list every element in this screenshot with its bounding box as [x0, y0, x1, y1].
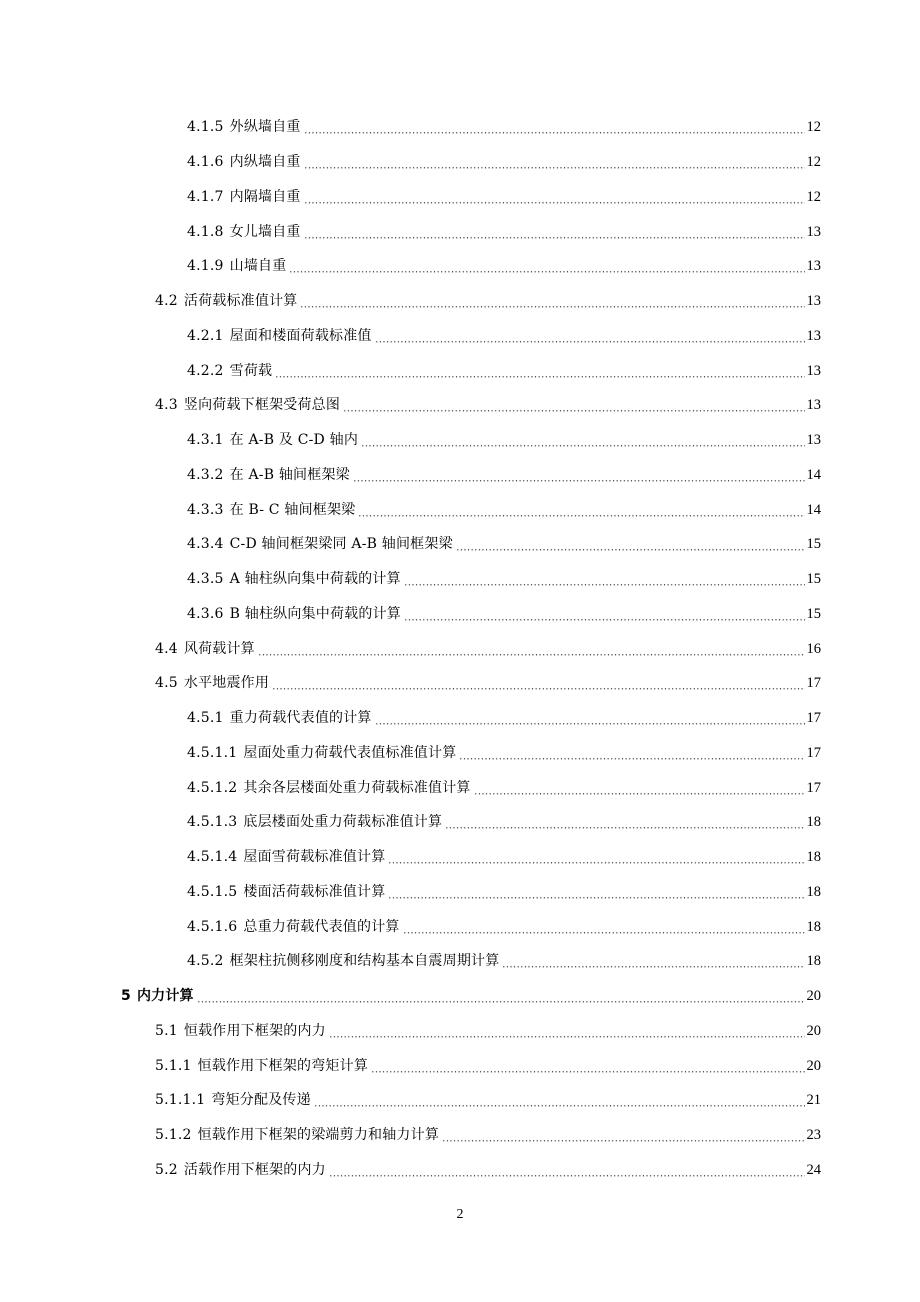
toc-entry[interactable]	[0, 353, 920, 388]
dot-leader	[304, 155, 805, 169]
toc-entry-number: 5.2	[155, 1161, 178, 1178]
toc-entry[interactable]	[0, 631, 920, 666]
toc-entry-text: 其余各层楼面处重力荷载标准值计算	[243, 779, 471, 796]
toc-entry-page: 18	[806, 883, 821, 900]
toc-entry-number: 4.5.1.2	[187, 779, 238, 796]
toc-entry-text: 在 A-B 轴间框架梁	[229, 466, 350, 483]
toc-entry-text: 活荷载标准值计算	[183, 293, 298, 310]
toc-entry-page: 18	[806, 849, 821, 866]
toc-entry-title	[187, 363, 274, 379]
dot-leader	[304, 190, 805, 204]
toc-entry-title	[187, 119, 303, 135]
toc-entry-number: 4.5.2	[187, 953, 224, 970]
toc-entry-page: 17	[806, 710, 821, 727]
toc-entry-page: 13	[806, 258, 821, 275]
toc-entry-number: 4.1.8	[187, 223, 224, 240]
toc-entry-text: 竖向荷载下框架受荷总图	[183, 397, 341, 414]
toc-entry[interactable]	[0, 1048, 920, 1083]
toc-entry-number: 4.4	[155, 640, 178, 657]
toc-entry-text: B 轴柱纵向集中荷载的计算	[229, 605, 401, 622]
toc-entry-number: 5.1.1	[155, 1057, 192, 1074]
toc-entry[interactable]	[0, 1083, 920, 1118]
toc-entry-page: 18	[806, 814, 821, 831]
toc-entry-text: 女儿墙自重	[229, 223, 301, 240]
toc-entry[interactable]	[0, 110, 920, 145]
toc-entry[interactable]	[0, 180, 920, 215]
toc-entry-page: 14	[806, 466, 821, 483]
toc-entry-text: A 轴柱纵向集中荷载的计算	[229, 571, 401, 588]
toc-entry-text: 内隔墙自重	[229, 188, 301, 205]
toc-entry[interactable]	[0, 1153, 920, 1188]
toc-entry-number: 4.5	[155, 675, 178, 692]
toc-entry[interactable]	[0, 492, 920, 527]
toc-entry-page: 15	[806, 605, 821, 622]
dot-leader	[275, 364, 804, 378]
toc-entry-number: 4.1.6	[187, 154, 224, 171]
toc-entry-title	[187, 606, 403, 622]
toc-entry[interactable]	[0, 979, 920, 1014]
dot-leader	[388, 850, 804, 864]
toc-entry-number: 5	[121, 988, 131, 1005]
toc-entry-title	[187, 224, 303, 240]
dot-leader	[474, 781, 805, 795]
toc-entry-number: 4.5.1.5	[187, 883, 238, 900]
toc-entry-page: 13	[806, 223, 821, 240]
toc-entry-number: 4.1.9	[187, 258, 224, 275]
toc-entry-page: 13	[806, 362, 821, 379]
toc-entry-title	[155, 1162, 328, 1178]
dot-leader	[258, 642, 805, 656]
dot-leader	[329, 1024, 805, 1038]
toc-entry-page: 15	[806, 571, 821, 588]
toc-entry-title	[187, 571, 403, 587]
dot-leader	[371, 1059, 804, 1073]
toc-entry-text: 楼面活荷载标准值计算	[243, 883, 386, 900]
dot-leader	[459, 746, 804, 760]
toc-entry-text: 水平地震作用	[183, 675, 270, 692]
toc-entry-page: 15	[806, 536, 821, 553]
toc-entry-number: 4.3.3	[187, 501, 224, 518]
toc-entry-text: 框架柱抗侧移刚度和结构基本自震周期计算	[229, 953, 500, 970]
toc-entry-title	[121, 988, 196, 1004]
toc-entry[interactable]	[0, 458, 920, 493]
toc-entry-number: 4.3.5	[187, 571, 224, 588]
dot-leader	[361, 433, 804, 447]
toc-entry-text: 屋面雪荷载标准值计算	[243, 849, 386, 866]
dot-leader	[300, 294, 804, 308]
toc-entry-page: 16	[806, 640, 821, 657]
toc-entry-number: 4.3	[155, 397, 178, 414]
toc-entry-number: 4.3.4	[187, 536, 224, 553]
toc-entry-title	[187, 189, 303, 205]
toc-entry-page: 13	[806, 397, 821, 414]
page-number: 2	[456, 1207, 464, 1222]
toc-entry-text: 重力荷载代表值的计算	[229, 710, 372, 727]
toc-entry-number: 5.1.2	[155, 1127, 192, 1144]
dot-leader	[329, 1163, 805, 1177]
toc-entry-page: 12	[806, 188, 821, 205]
toc-entry-text: 屋面处重力荷载代表值标准值计算	[243, 744, 457, 761]
toc-entry-text: 恒载作用下框架的梁端剪力和轴力计算	[197, 1127, 440, 1144]
toc-entry[interactable]	[0, 1118, 920, 1153]
toc-entry-page: 14	[806, 501, 821, 518]
toc-entry-text: C-D 轴间框架梁同 A-B 轴间框架梁	[229, 536, 453, 553]
toc-entry-title	[155, 1127, 441, 1143]
toc-entry-page: 21	[806, 1092, 821, 1109]
dot-leader	[404, 572, 805, 586]
toc-entry-page: 20	[806, 1057, 821, 1074]
toc-entry-page: 13	[806, 432, 821, 449]
toc-entry[interactable]	[0, 562, 920, 597]
toc-entry-text: 屋面和楼面荷载标准值	[229, 327, 372, 344]
toc-entry-text: 雪荷载	[229, 362, 273, 379]
toc-entry-text: 底层楼面处重力荷载标准值计算	[243, 814, 443, 831]
toc-entry-text: 山墙自重	[229, 258, 287, 275]
toc-entry-page: 18	[806, 918, 821, 935]
toc-entry-title	[187, 536, 455, 552]
toc-entry-page: 12	[806, 154, 821, 171]
toc-entry-title	[187, 780, 473, 796]
toc-entry-page: 23	[806, 1127, 821, 1144]
toc-entry-title	[155, 397, 342, 413]
toc-entry[interactable]	[0, 423, 920, 458]
toc-entry-title	[187, 467, 352, 483]
toc-entry-page: 17	[806, 744, 821, 761]
dot-leader	[404, 607, 805, 621]
toc-entry-number: 4.3.1	[187, 432, 224, 449]
dot-leader	[197, 989, 805, 1003]
dot-leader	[289, 259, 804, 273]
toc-entry-number: 4.2	[155, 293, 178, 310]
toc-entry-title	[155, 641, 257, 657]
toc-entry-page: 13	[806, 327, 821, 344]
dot-leader	[403, 920, 805, 934]
toc-entry-title	[187, 328, 374, 344]
toc-entry-title	[155, 1058, 370, 1074]
toc-entry-text: 在 B- C 轴间框架梁	[229, 501, 356, 518]
toc-entry-title	[187, 258, 288, 274]
toc-entry-title	[187, 745, 458, 761]
toc-entry-text: 活载作用下框架的内力	[183, 1161, 326, 1178]
toc-entry[interactable]	[0, 388, 920, 423]
dot-leader	[314, 1093, 805, 1107]
toc-entry-page: 18	[806, 953, 821, 970]
toc-entry-number: 5.1	[155, 1022, 178, 1039]
toc-entry[interactable]	[0, 909, 920, 944]
toc-entry-title	[187, 502, 357, 518]
toc-entry-title	[187, 953, 501, 969]
toc-entry-page: 17	[806, 675, 821, 692]
toc-entry-page: 17	[806, 779, 821, 796]
toc-entry-text: 内纵墙自重	[229, 154, 301, 171]
toc-entry-page: 13	[806, 293, 821, 310]
toc-entry-number: 4.5.1.4	[187, 849, 238, 866]
toc-entry-number: 4.5.1.3	[187, 814, 238, 831]
toc-entry-number: 4.2.1	[187, 327, 224, 344]
toc-entry-title	[187, 154, 303, 170]
table-of-contents	[0, 110, 920, 1187]
dot-leader	[388, 885, 804, 899]
toc-entry[interactable]	[0, 805, 920, 840]
toc-entry-title	[187, 919, 402, 935]
dot-leader	[353, 468, 805, 482]
toc-entry-number: 4.1.5	[187, 119, 224, 136]
toc-entry[interactable]	[0, 701, 920, 736]
toc-entry-number: 4.5.1	[187, 710, 224, 727]
toc-entry-text: 外纵墙自重	[229, 119, 301, 136]
toc-entry-title	[155, 675, 271, 691]
toc-entry[interactable]	[0, 214, 920, 249]
toc-entry[interactable]	[0, 597, 920, 632]
toc-entry[interactable]	[0, 284, 920, 319]
dot-leader	[445, 815, 804, 829]
toc-entry-title	[155, 1092, 313, 1108]
dot-leader	[304, 120, 805, 134]
toc-entry-number: 4.2.2	[187, 362, 224, 379]
toc-entry-number: 4.1.7	[187, 188, 224, 205]
dot-leader	[375, 329, 805, 343]
toc-entry-text: 恒载作用下框架的内力	[183, 1022, 326, 1039]
dot-leader	[304, 225, 805, 239]
dot-leader	[375, 711, 805, 725]
toc-entry-number: 4.5.1.6	[187, 918, 238, 935]
toc-entry-text: 内力计算	[136, 988, 194, 1005]
toc-entry[interactable]	[0, 770, 920, 805]
toc-entry-text: 在 A-B 及 C-D 轴内	[229, 432, 359, 449]
toc-entry[interactable]	[0, 1014, 920, 1049]
toc-entry-page: 20	[806, 988, 821, 1005]
toc-entry-page: 12	[806, 119, 821, 136]
toc-entry-page: 20	[806, 1022, 821, 1039]
toc-entry-text: 风荷载计算	[183, 640, 255, 657]
toc-entry-title	[187, 849, 387, 865]
toc-entry[interactable]	[0, 666, 920, 701]
toc-entry-title	[187, 432, 360, 448]
toc-entry[interactable]	[0, 840, 920, 875]
toc-entry-page: 24	[806, 1161, 821, 1178]
toc-entry[interactable]	[0, 145, 920, 180]
toc-entry-number: 4.5.1.1	[187, 744, 238, 761]
toc-entry-title	[155, 293, 299, 309]
dot-leader	[502, 954, 804, 968]
toc-entry-number: 4.3.6	[187, 605, 224, 622]
toc-entry-title	[187, 710, 374, 726]
toc-entry-text: 总重力荷载代表值的计算	[243, 918, 400, 935]
dot-leader	[343, 398, 804, 412]
toc-entry-text: 弯矩分配及传递	[211, 1092, 311, 1109]
toc-entry-title	[155, 1023, 328, 1039]
dot-leader	[358, 503, 804, 517]
toc-entry-title	[187, 884, 387, 900]
toc-entry-text: 恒载作用下框架的弯矩计算	[197, 1057, 369, 1074]
toc-entry[interactable]	[0, 875, 920, 910]
toc-entry-number: 4.3.2	[187, 466, 224, 483]
dot-leader	[456, 537, 805, 551]
toc-entry[interactable]	[0, 944, 920, 979]
toc-entry-number: 5.1.1.1	[155, 1092, 206, 1109]
toc-entry-title	[187, 814, 444, 830]
toc-entry[interactable]	[0, 527, 920, 562]
toc-entry[interactable]	[0, 736, 920, 771]
dot-leader	[272, 676, 804, 690]
toc-entry[interactable]	[0, 319, 920, 354]
dot-leader	[442, 1128, 804, 1142]
toc-entry[interactable]	[0, 249, 920, 284]
